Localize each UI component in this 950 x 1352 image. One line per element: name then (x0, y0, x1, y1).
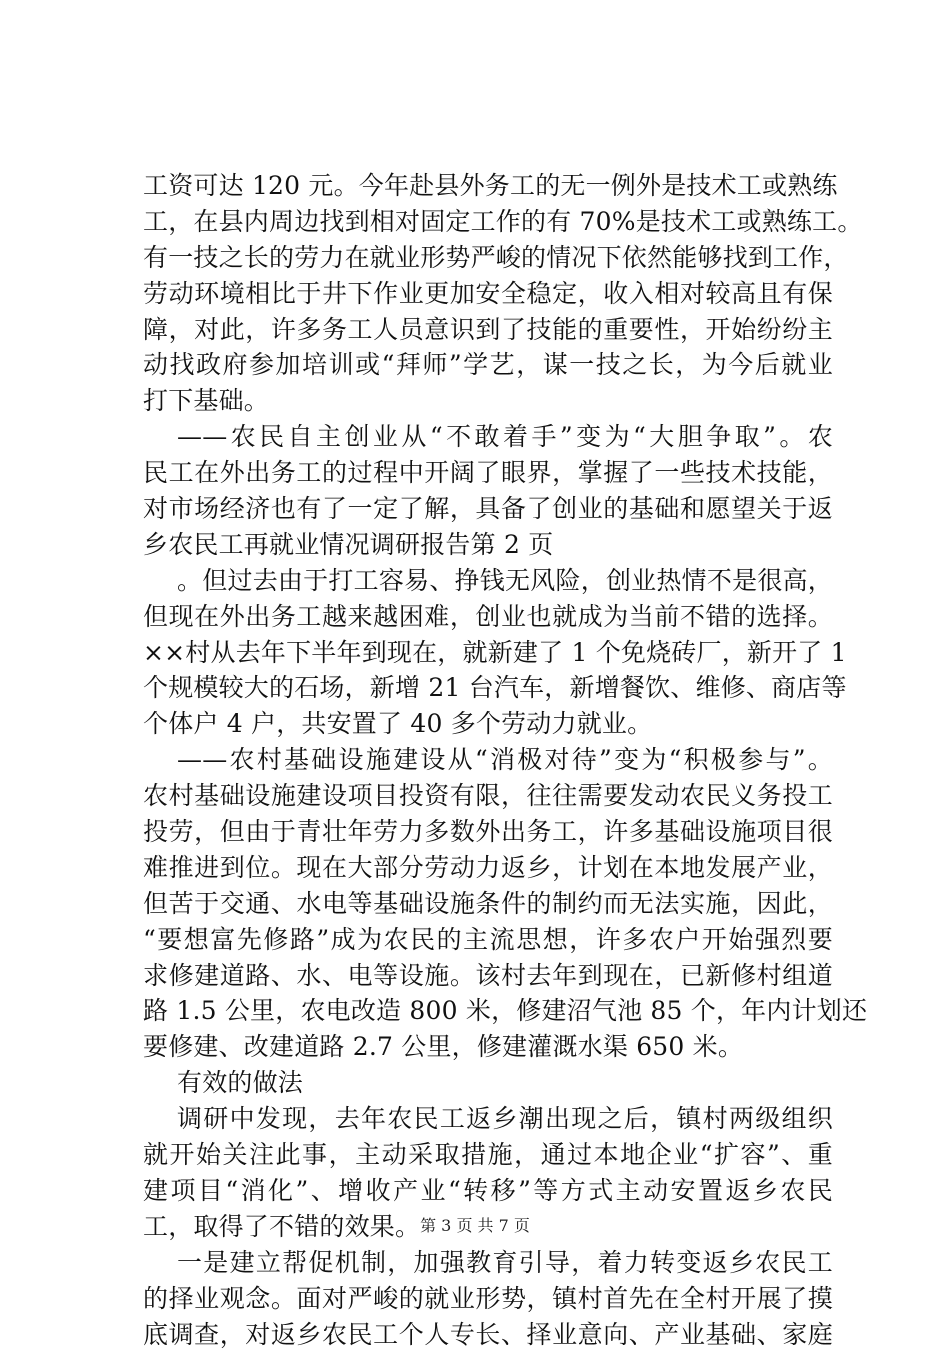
text-line: 路 1.5 公里，农电改造 800 米，修建沼气池 85 个，年内计划还 (143, 993, 833, 1029)
text-line: “要想富先修路”成为农民的主流思想，许多农户开始强烈要 (143, 922, 833, 958)
text-line: 乡农民工再就业情况调研报告第 2 页 (143, 527, 833, 563)
text-line: 难推进到位。现在大部分劳动力返乡，计划在本地发展产业， (143, 850, 833, 886)
text-line: 工，在县内周边找到相对固定工作的有 70%是技术工或熟练工。 (143, 204, 833, 240)
text-line: 打下基础。 (143, 383, 833, 419)
text-line: 农村基础设施建设项目投资有限，往往需要发动农民义务投工 (143, 778, 833, 814)
text-line: 底调查，对返乡农民工个人专长、择业意向、产业基础、家庭 (143, 1317, 833, 1352)
text-line: 投劳，但由于青壮年劳力多数外出务工，许多基础设施项目很 (143, 814, 833, 850)
text-line: 障，对此，许多务工人员意识到了技能的重要性，开始纷纷主 (143, 312, 833, 348)
text-line: ——农村基础设施建设从“消极对待”变为“积极参与”。 (143, 742, 833, 778)
text-line: 的择业观念。面对严峻的就业形势，镇村首先在全村开展了摸 (143, 1281, 833, 1317)
text-line: 民工在外出务工的过程中开阔了眼界，掌握了一些技术技能， (143, 455, 833, 491)
text-line: 个规模较大的石场，新增 21 台汽车，新增餐饮、维修、商店等 (143, 670, 833, 706)
document-body (143, 168, 833, 1352)
text-line: 调研中发现，去年农民工返乡潮出现之后，镇村两级组织 (143, 1101, 833, 1137)
text-line: 要修建、改建道路 2.7 公里，修建灌溉水渠 650 米。 (143, 1029, 833, 1065)
text-line: 个体户 4 户，共安置了 40 多个劳动力就业。 (143, 706, 833, 742)
text-line: 工资可达 120 元。今年赴县外务工的无一例外是技术工或熟练 (143, 168, 833, 204)
text-line: 但现在外出务工越来越困难，创业也就成为当前不错的选择。 (143, 599, 833, 635)
text-line: 求修建道路、水、电等设施。该村去年到现在，已新修村组道 (143, 958, 833, 994)
text-line: 就开始关注此事，主动采取措施，通过本地企业“扩容”、重 (143, 1137, 833, 1173)
text-line: 一是建立帮促机制，加强教育引导，着力转变返乡农民工 (143, 1245, 833, 1281)
section-heading: 有效的做法 (143, 1065, 833, 1101)
text-line: 对市场经济也有了一定了解，具备了创业的基础和愿望关于返 (143, 491, 833, 527)
text-line: 有一技之长的劳力在就业形势严峻的情况下依然能够找到工作， (143, 240, 833, 276)
page-number: 第 3 页 共 7 页 (0, 1216, 950, 1236)
text-line: 劳动环境相比于井下作业更加安全稳定，收入相对较高且有保 (143, 276, 833, 312)
text-line: ——农民自主创业从“不敢着手”变为“大胆争取”。农 (143, 419, 833, 455)
text-line: 动找政府参加培训或“拜师”学艺，谋一技之长，为今后就业 (143, 347, 833, 383)
text-line: 建项目“消化”、增收产业“转移”等方式主动安置返乡农民 (143, 1173, 833, 1209)
text-line: ××村从去年下半年到现在，就新建了 1 个免烧砖厂，新开了 1 (143, 635, 833, 671)
text-line: 工，取得了不错的效果。 (143, 1209, 833, 1245)
text-line: 但苦于交通、水电等基础设施条件的制约而无法实施，因此， (143, 886, 833, 922)
text-line: 。但过去由于打工容易、挣钱无风险，创业热情不是很高， (143, 563, 833, 599)
